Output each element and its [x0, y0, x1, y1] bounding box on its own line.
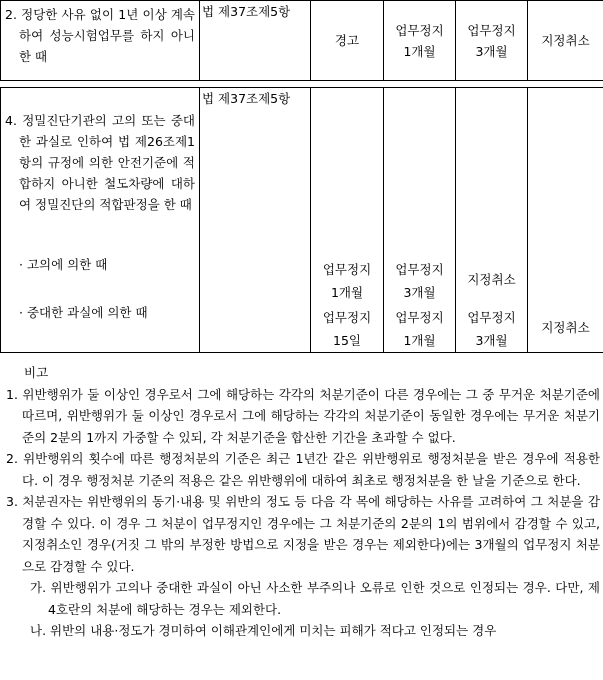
sub-negligence: · 중대한 과실에 의한 때 — [19, 305, 148, 320]
remark-item-1: 1. 위반행위가 둘 이상인 경우로서 그에 해당하는 각각의 처분기준이 다른 경우에는 그 중 무거운 처분기준에 따르며, 위반행위가 둘 이상인 경우로서 그에 해당하는 각각의 처분기준이 동일한 경우에는 무거운 처분기준의 2분의 1까지 가중할 수 있되, 각 처분기준을 합산한 기간을 초과할 수 없다. — [6, 386, 600, 445]
legal-basis: 법 제37조제5항 — [200, 1, 311, 81]
sub-intentional: · 고의에 의한 때 — [19, 257, 108, 272]
penalty-second — [384, 88, 456, 353]
penalty-first: 경고 — [311, 1, 384, 81]
legal-basis: 법 제37조제5항 — [200, 88, 311, 353]
penalty-fourth — [528, 88, 603, 353]
penalty-table-row2 — [0, 0, 603, 81]
penalty-first-negligence: 업무정지 15일 — [322, 310, 372, 348]
penalty-third-negligence: 업무정지 3개월 — [467, 310, 516, 348]
remark-subitem-na: 나. 위반의 내용·정도가 경미하여 이해관계인에게 미치는 피해가 적다고 인정되는 경우 — [30, 623, 497, 638]
penalty-second-intentional: 업무정지 3개월 — [395, 262, 444, 300]
penalty-third-intentional: 지정취소 — [467, 272, 516, 287]
violation-reason — [1, 88, 200, 353]
penalty-second-negligence: 업무정지 1개월 — [395, 310, 444, 348]
penalty-fourth: 지정취소 — [528, 1, 603, 81]
reason-text: 4. 정밀진단기관의 고의 또는 중대한 과실로 인하여 법 제26조제1항의 규정에 의한 안전기준에 적합하지 아니한 철도차량에 대하여 정밀진단의 적합판정을 한 때 — [5, 113, 195, 212]
remark-item-2: 2. 위반행위의 횟수에 따른 행정처분의 기준은 최근 1년간 같은 위반행위로 행정처분을 받은 경우에 적용한다. 이 경우 행정처분 기준의 적용은 같은 위반행위에 대하여 최초로 행정처분을 한 날을 기준으로 한다. — [6, 451, 600, 488]
penalty-third — [456, 88, 528, 353]
penalty-second: 업무정지 1개월 — [384, 1, 456, 81]
violation-reason — [1, 1, 200, 81]
remark-item-3: 3. 처분권자는 위반행위의 동기·내용 및 위반의 정도 등 다음 각 목에 해당하는 사유를 고려하여 그 처분을 감경할 수 있다. 이 경우 그 처분이 업무정지인 경우에는 그 처분기준의 2분의 1의 범위에서 감경할 수 있고, 지정취소인 경우(거짓 그 밖의 부정한 방법으로 지정을 받은 경우는 제외한다)에는 3개월의 업무정지 처분으로 감경할 수 있다. — [6, 494, 600, 574]
reason-text: 2. 정당한 사유 없이 1년 이상 계속하여 성능시험업무를 하지 아니한 때 — [5, 7, 195, 64]
penalty-table-row4 — [0, 87, 603, 353]
penalty-first — [311, 88, 384, 353]
penalty-first-intentional: 업무정지 1개월 — [322, 262, 372, 300]
penalty-fourth-negligence: 지정취소 — [541, 320, 590, 335]
remark-subitem-ga: 가. 위반행위가 고의나 중대한 과실이 아닌 사소한 부주의나 오류로 인한 것으로 인정되는 경우. 다만, 제4호란의 처분에 해당하는 경우는 제외한다. — [30, 580, 600, 617]
remarks-section — [4, 362, 600, 642]
remarks-title: 비고 — [24, 365, 49, 380]
penalty-third: 업무정지 3개월 — [456, 1, 528, 81]
